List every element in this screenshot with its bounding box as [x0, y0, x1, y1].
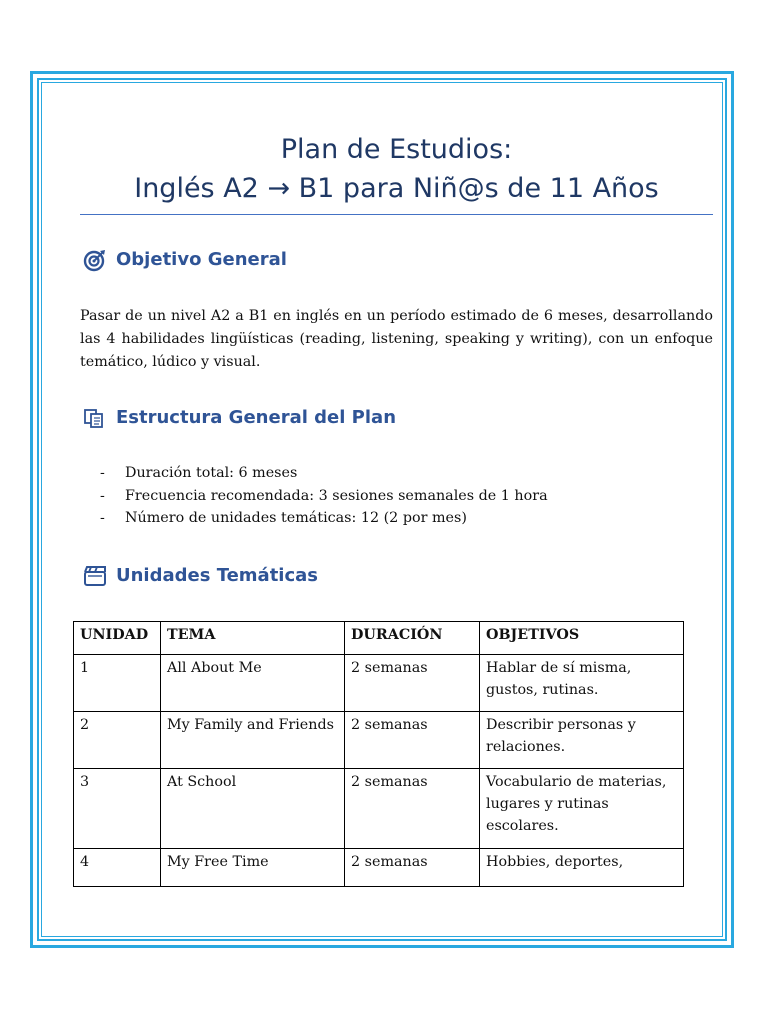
table-header: DURACIÓN	[345, 622, 480, 655]
table-header-row	[74, 622, 684, 655]
title-underline	[80, 214, 713, 215]
list-item: - Frecuencia recomendada: 3 sesiones semanales de 1 hora	[100, 487, 548, 504]
table-cell: 2 semanas	[345, 769, 480, 849]
list-item: - Duración total: 6 meses	[100, 465, 298, 481]
section-heading-text: Estructura General del Plan	[116, 407, 397, 428]
section-heading-text: Unidades Temáticas	[116, 565, 319, 586]
table-cell: 2	[74, 712, 161, 769]
document-title-line1: Plan de Estudios:	[280, 134, 513, 165]
table-cell: Vocabulario de materias, lugares y rutinas escolares.	[480, 769, 684, 849]
document-title-line2: Inglés A2 → B1 para Niñ@s de 11 Años	[134, 173, 659, 204]
section-heading-estructura	[82, 406, 396, 430]
unidades-table	[73, 621, 684, 887]
table-cell: Hablar de sí misma, gustos, rutinas.	[480, 655, 684, 712]
table-cell: 2 semanas	[345, 712, 480, 769]
table-cell: 1	[74, 655, 161, 712]
table-row	[74, 655, 684, 712]
table-cell: 3	[74, 769, 161, 849]
table-header: OBJETIVOS	[480, 622, 684, 655]
table-row	[74, 712, 684, 769]
section-heading-unidades	[82, 564, 318, 588]
table-cell: At School	[161, 769, 345, 849]
section-heading-text: Objetivo General	[116, 249, 287, 270]
table-cell: Describir personas y relaciones.	[480, 712, 684, 769]
table-row	[74, 849, 684, 887]
table-cell: 2 semanas	[345, 849, 480, 887]
objetivo-paragraph: Pasar de un nivel A2 a B1 en inglés en un período estimado de 6 meses, desarrollando las 4 habilidades lingüísticas (reading, listening, speaking y writing), con un enfoque temático, lúdico y visual.	[80, 308, 713, 370]
table-cell: All About Me	[161, 655, 345, 712]
table-cell: 4	[74, 849, 161, 887]
table-cell: My Free Time	[161, 849, 345, 887]
list-item: - Número de unidades temáticas: 12 (2 por mes)	[100, 510, 467, 526]
table-header: TEMA	[161, 622, 345, 655]
table-row	[74, 769, 684, 849]
table-header: UNIDAD	[74, 622, 161, 655]
estructura-list	[100, 462, 548, 530]
section-heading-objetivo	[82, 248, 287, 272]
clapperboard-icon	[82, 564, 108, 588]
table-cell: 2 semanas	[345, 655, 480, 712]
target-icon	[82, 248, 108, 272]
table-cell: My Family and Friends	[161, 712, 345, 769]
table-cell: Hobbies, deportes,	[480, 849, 684, 887]
documents-icon	[82, 406, 108, 430]
